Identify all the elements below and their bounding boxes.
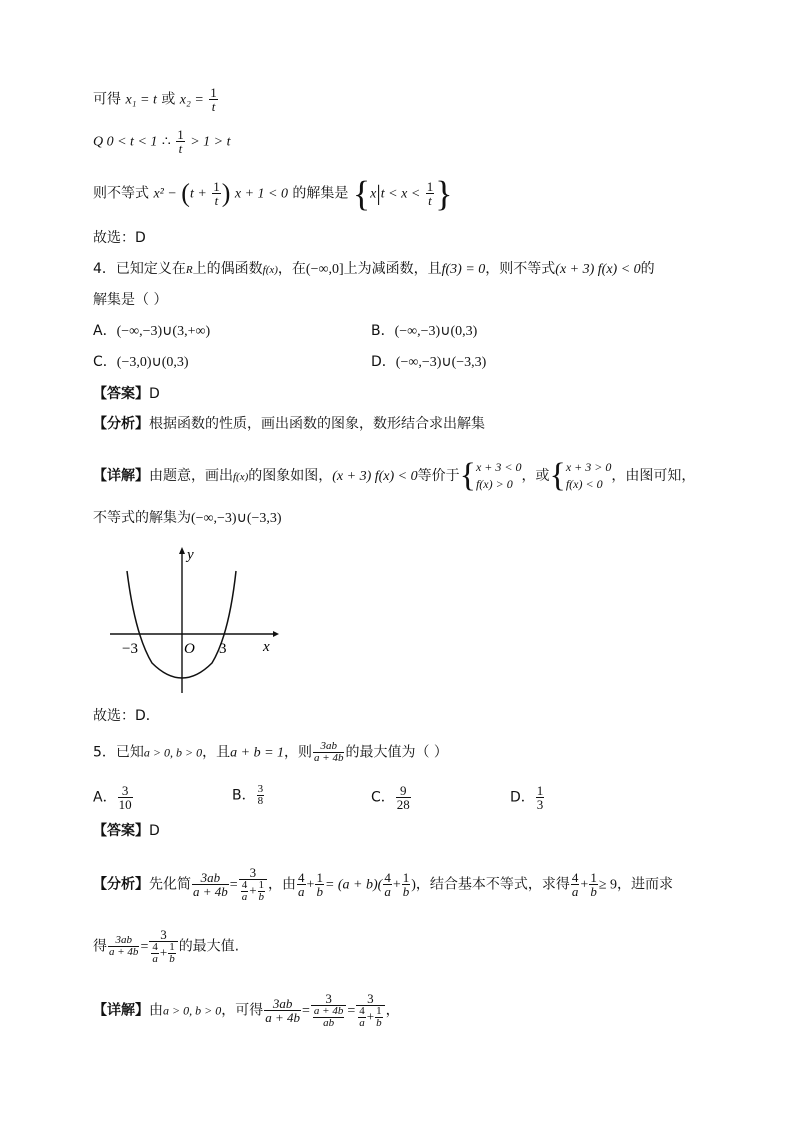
text: 等价于 bbox=[417, 468, 460, 484]
fraction: $\frac{3}{8}$ bbox=[257, 783, 264, 807]
option-value: (−3,0)∪(0,3) bbox=[116, 355, 189, 370]
math: (x + 3) f(x) < 0 bbox=[332, 469, 418, 484]
fraction: 3 $\frac{4}{a}$ + $\frac{1}{b}$ bbox=[149, 928, 177, 965]
option-label: C． bbox=[371, 789, 395, 806]
fraction: $\frac{3ab}{a + 4b}$ bbox=[265, 996, 300, 1025]
option-label: B． bbox=[371, 323, 395, 339]
q4-option-c[interactable] bbox=[93, 352, 189, 373]
option-label: A． bbox=[93, 323, 117, 339]
math: a + b = 1 bbox=[230, 745, 285, 761]
option-label: D． bbox=[371, 354, 396, 370]
text: 由 bbox=[149, 1002, 163, 1019]
q5-option-a[interactable] bbox=[93, 784, 134, 811]
tick-label-neg3: −3 bbox=[122, 641, 138, 657]
y-axis-arrow bbox=[179, 547, 185, 554]
x-axis-arrow bbox=[273, 631, 279, 637]
q4-detail: 【详解】由题意，画出f(x)的图象如图，(x + 3) f(x) < 0等价于{ x + 3 < 0 f(x) > 0 ，或{ x + 3 > 0 f(x) < 0 ，由图可知， bbox=[93, 457, 696, 494]
math: x₁ = t bbox=[125, 92, 157, 108]
math: (x + 3) f(x) < 0 bbox=[555, 262, 641, 277]
math: x + 1 < 0 bbox=[234, 186, 288, 202]
q4-result bbox=[93, 508, 282, 529]
system-2: x + 3 > 0 f(x) < 0 bbox=[565, 460, 612, 491]
text: 得 bbox=[93, 938, 107, 955]
option-value: (−∞,−3)∪(0,3) bbox=[394, 324, 478, 339]
fraction: $\frac{4}{a}$ bbox=[384, 870, 391, 899]
paren: ( bbox=[181, 178, 190, 208]
system-1: x + 3 < 0 f(x) > 0 bbox=[475, 460, 522, 491]
paren: ) bbox=[221, 178, 231, 208]
math: t < x < bbox=[380, 186, 421, 202]
q5-analysis-line-2: 得 $\frac{3ab}{a + 4b}$ = 3 $\frac{4}{a}$ + $\frac{1}{b}$ 的最大值. bbox=[93, 927, 240, 965]
option-value: (−∞,−3)∪(−3,3) bbox=[395, 355, 487, 370]
fraction: $\frac{1}{t}$ bbox=[210, 85, 217, 114]
brace: } bbox=[435, 173, 453, 214]
text: 的最大值为（ ） bbox=[345, 744, 448, 761]
answer-tag: 【答案】 bbox=[93, 823, 149, 839]
answer-value: D bbox=[149, 386, 160, 402]
q4-stem-line-2: 解集是（ ） bbox=[93, 292, 168, 308]
fraction: $\frac{3ab}{a + 4b}$ bbox=[193, 870, 228, 899]
q5-stem bbox=[93, 741, 448, 764]
math: x₂ = bbox=[179, 92, 204, 108]
text: 先化简 bbox=[149, 876, 191, 893]
fraction: $\frac{3}{10}$ bbox=[118, 783, 132, 812]
math: (−∞,0] bbox=[305, 262, 344, 277]
text: 的图象如图， bbox=[248, 468, 333, 484]
text: ，则 bbox=[284, 744, 313, 761]
q4-option-d[interactable] bbox=[371, 352, 486, 373]
text: 的最大值. bbox=[178, 938, 240, 955]
math: f(x) bbox=[233, 471, 249, 483]
text: 上为减函数，且 bbox=[343, 261, 442, 277]
text: ， bbox=[385, 1002, 400, 1019]
q4-conclusion: 故选：D． bbox=[93, 708, 160, 724]
text: ，可得 bbox=[221, 1002, 264, 1019]
tick-label-3: 3 bbox=[219, 641, 227, 657]
text: ，且 bbox=[202, 744, 231, 761]
math: Q 0 < t < 1 bbox=[93, 134, 158, 150]
answer-tag: 【答案】 bbox=[93, 386, 149, 402]
fraction: $\frac{4}{a}$ bbox=[571, 870, 579, 899]
text: ，在 bbox=[277, 261, 306, 277]
fraction: $\frac{1}{t}$ bbox=[426, 179, 434, 208]
solution-line-1 bbox=[93, 86, 219, 113]
q5-detail: 【详解】由a > 0, b > 0，可得 $\frac{3ab}{a + 4b}$ = $\frac{3}{\frac{a + 4b}{ab}}$ = 3 $\frac{4}{a}$ + $\frac{1}{b}$ ， bbox=[93, 991, 400, 1029]
fraction: $\frac{1}{b}$ bbox=[316, 870, 323, 899]
option-label: D． bbox=[510, 789, 535, 806]
text: 4．已知定义在 bbox=[93, 261, 186, 277]
answer-value: D bbox=[149, 823, 160, 839]
solution-line-2 bbox=[93, 128, 230, 155]
parabola-graph bbox=[105, 545, 280, 695]
option-label: A． bbox=[93, 789, 117, 806]
option-value: (−∞,−3)∪(3,+∞) bbox=[116, 324, 211, 339]
q5-analysis: 【分析】先化简 $\frac{3ab}{a + 4b}$ = 3 $\frac{4}{a}$ + $\frac{1}{b}$ ，由 $\frac{4}{a}$ + $\frac{1}{b}$ = (a + b)( $\frac{4}{a}$ + $\frac{1}{b}$ )，结合基本不等式，求得 $\frac{4}{a}$ + $\frac{1}{b}$ ≥ 9，进而求 bbox=[93, 865, 673, 903]
option-label: C． bbox=[93, 354, 117, 370]
text: 则不等式 bbox=[93, 185, 149, 202]
solution-line-4: 故选：D bbox=[93, 230, 146, 246]
math: a > 0, b > 0 bbox=[143, 745, 203, 760]
math: R bbox=[185, 264, 193, 276]
solution-line-3 bbox=[93, 173, 453, 214]
math: t + bbox=[189, 186, 207, 202]
math: (−∞,−3)∪(−3,3) bbox=[191, 511, 282, 526]
math: a > 0, b > 0 bbox=[163, 1003, 222, 1018]
q5-option-b[interactable] bbox=[232, 784, 265, 807]
fraction: $\frac{1}{3}$ bbox=[536, 783, 544, 812]
x-label: x bbox=[263, 639, 270, 655]
option-label: B． bbox=[232, 787, 256, 804]
fraction: 3 $\frac{4}{a}$ + $\frac{1}{b}$ bbox=[239, 866, 267, 903]
text: ，结合基本不等式，求得 bbox=[415, 876, 570, 893]
detail-tag: 【详解】 bbox=[93, 468, 149, 484]
q4-answer bbox=[93, 384, 160, 404]
math: f(3) = 0 bbox=[441, 262, 486, 277]
text: 的 bbox=[640, 261, 655, 277]
fraction: $\frac{1}{b}$ bbox=[590, 870, 597, 899]
fraction: $\frac{3ab}{a + 4b}$ bbox=[109, 934, 139, 958]
analysis-tag: 【分析】 bbox=[93, 876, 149, 893]
analysis-tag: 【分析】 bbox=[93, 416, 149, 432]
q4-option-b[interactable] bbox=[371, 321, 477, 342]
fraction: $\frac{1}{b}$ bbox=[402, 870, 410, 899]
fraction: $\frac{1}{t}$ bbox=[213, 179, 220, 208]
text: 可得 bbox=[93, 91, 121, 108]
text: ，则不等式 bbox=[485, 261, 556, 277]
bar: | bbox=[376, 180, 381, 206]
q4-option-a[interactable] bbox=[93, 321, 210, 342]
therefore-symbol: ∴ bbox=[161, 134, 171, 150]
y-label: y bbox=[187, 547, 194, 563]
fraction: $\frac{1}{t}$ bbox=[177, 127, 184, 156]
fraction: $\frac{9}{28}$ bbox=[396, 783, 410, 812]
text: ，或 bbox=[521, 468, 550, 484]
text: 或 bbox=[161, 91, 176, 108]
math: x bbox=[370, 186, 377, 202]
math: f(x) bbox=[262, 264, 278, 276]
text: 上的偶函数 bbox=[192, 261, 263, 277]
text: 5．已知 bbox=[93, 744, 144, 761]
detail-tag: 【详解】 bbox=[93, 1002, 149, 1019]
q5-answer bbox=[93, 821, 160, 841]
text: ，进而求 bbox=[617, 876, 673, 893]
fraction: $\frac{3ab}{a + 4b}$ bbox=[314, 740, 344, 764]
fraction: $\frac{4}{a}$ bbox=[298, 870, 305, 899]
q5-option-c[interactable] bbox=[371, 784, 412, 811]
origin-label: O bbox=[184, 641, 195, 657]
q4-analysis bbox=[93, 414, 485, 434]
math: x² − bbox=[153, 186, 177, 202]
math: > 1 > t bbox=[190, 134, 231, 150]
fraction: $\frac{3}{\frac{a + 4b}{ab}}$ bbox=[311, 992, 346, 1029]
fraction: 3 $\frac{4}{a}$ + $\frac{1}{b}$ bbox=[356, 992, 384, 1029]
text: ，由图可知， bbox=[611, 468, 696, 484]
text: 的解集是 bbox=[292, 185, 349, 202]
text: 由题意，画出 bbox=[149, 468, 233, 484]
text: 不等式的解集为 bbox=[93, 510, 191, 526]
q5-option-d[interactable] bbox=[510, 784, 545, 811]
q4-stem bbox=[93, 259, 655, 280]
analysis-text: 根据函数的性质，画出函数的图象，数形结合求出解集 bbox=[149, 416, 485, 432]
text: ，由 bbox=[268, 876, 297, 893]
brace: { bbox=[352, 173, 371, 214]
